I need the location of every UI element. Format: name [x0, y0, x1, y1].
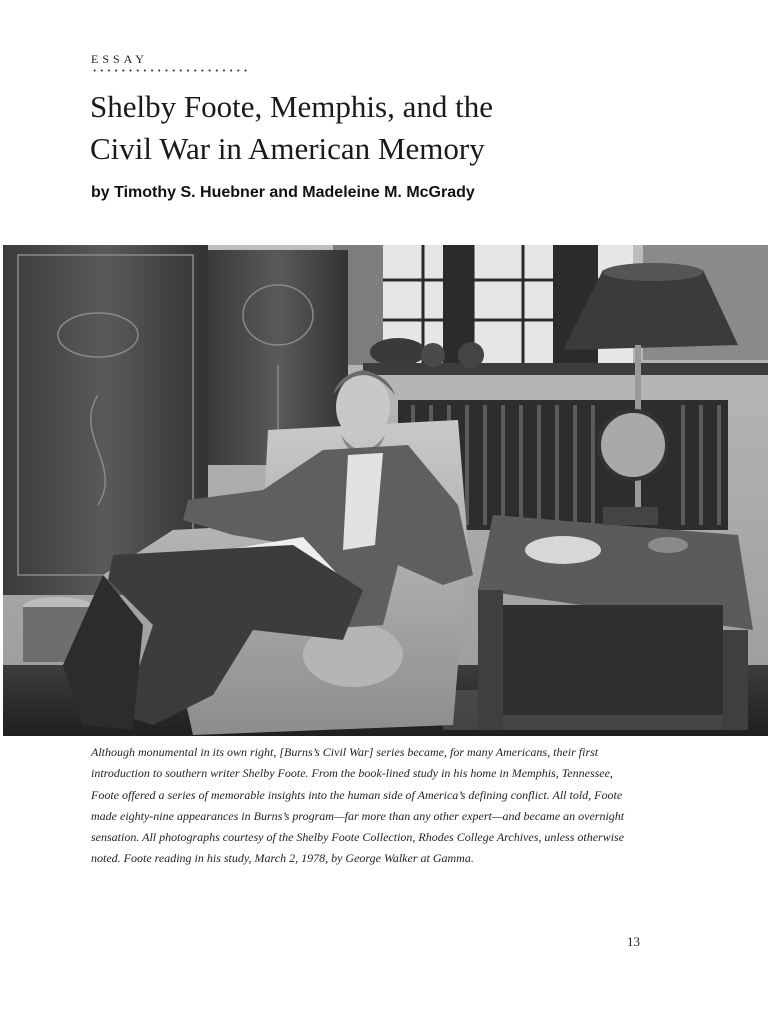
caption-line-3: Foote offered a series of memorable insights into the human side of America’s defining conflict. All told, Foote [91, 787, 623, 802]
photo-illustration [3, 245, 768, 736]
article-title [90, 86, 690, 170]
section-label: ESSAY [91, 52, 148, 66]
caption-line-5: sensation. All photographs courtesy of the Shelby Foote Collection, Rhodes College Archives, unless otherwise [91, 830, 625, 845]
caption-line-2: introduction to southern writer Shelby Foote. From the book-lined study in his home in Memphis, Tennessee, [91, 766, 613, 781]
article-photo [3, 245, 768, 736]
article-title-line-1: Shelby Foote, Memphis, and the [90, 89, 493, 124]
caption-line-1: Although monumental in its own right, [Burns’s Civil War] series became, for many Americans, their first [91, 745, 599, 759]
caption-line-4: made eighty-nine appearances in Burns’s program—far more than any other expert—and became an overnight [91, 808, 625, 823]
page-number: 13 [627, 934, 640, 949]
caption-line-6: noted. Foote reading in his study, March 2, 1978, by George Walker at Gamma. [91, 851, 474, 866]
photo-caption [91, 742, 651, 870]
article-title-line-2: Civil War in American Memory [90, 131, 485, 166]
article-byline: by Timothy S. Huebner and Madeleine M. McGrady [91, 184, 475, 201]
dotted-rule [91, 69, 249, 72]
